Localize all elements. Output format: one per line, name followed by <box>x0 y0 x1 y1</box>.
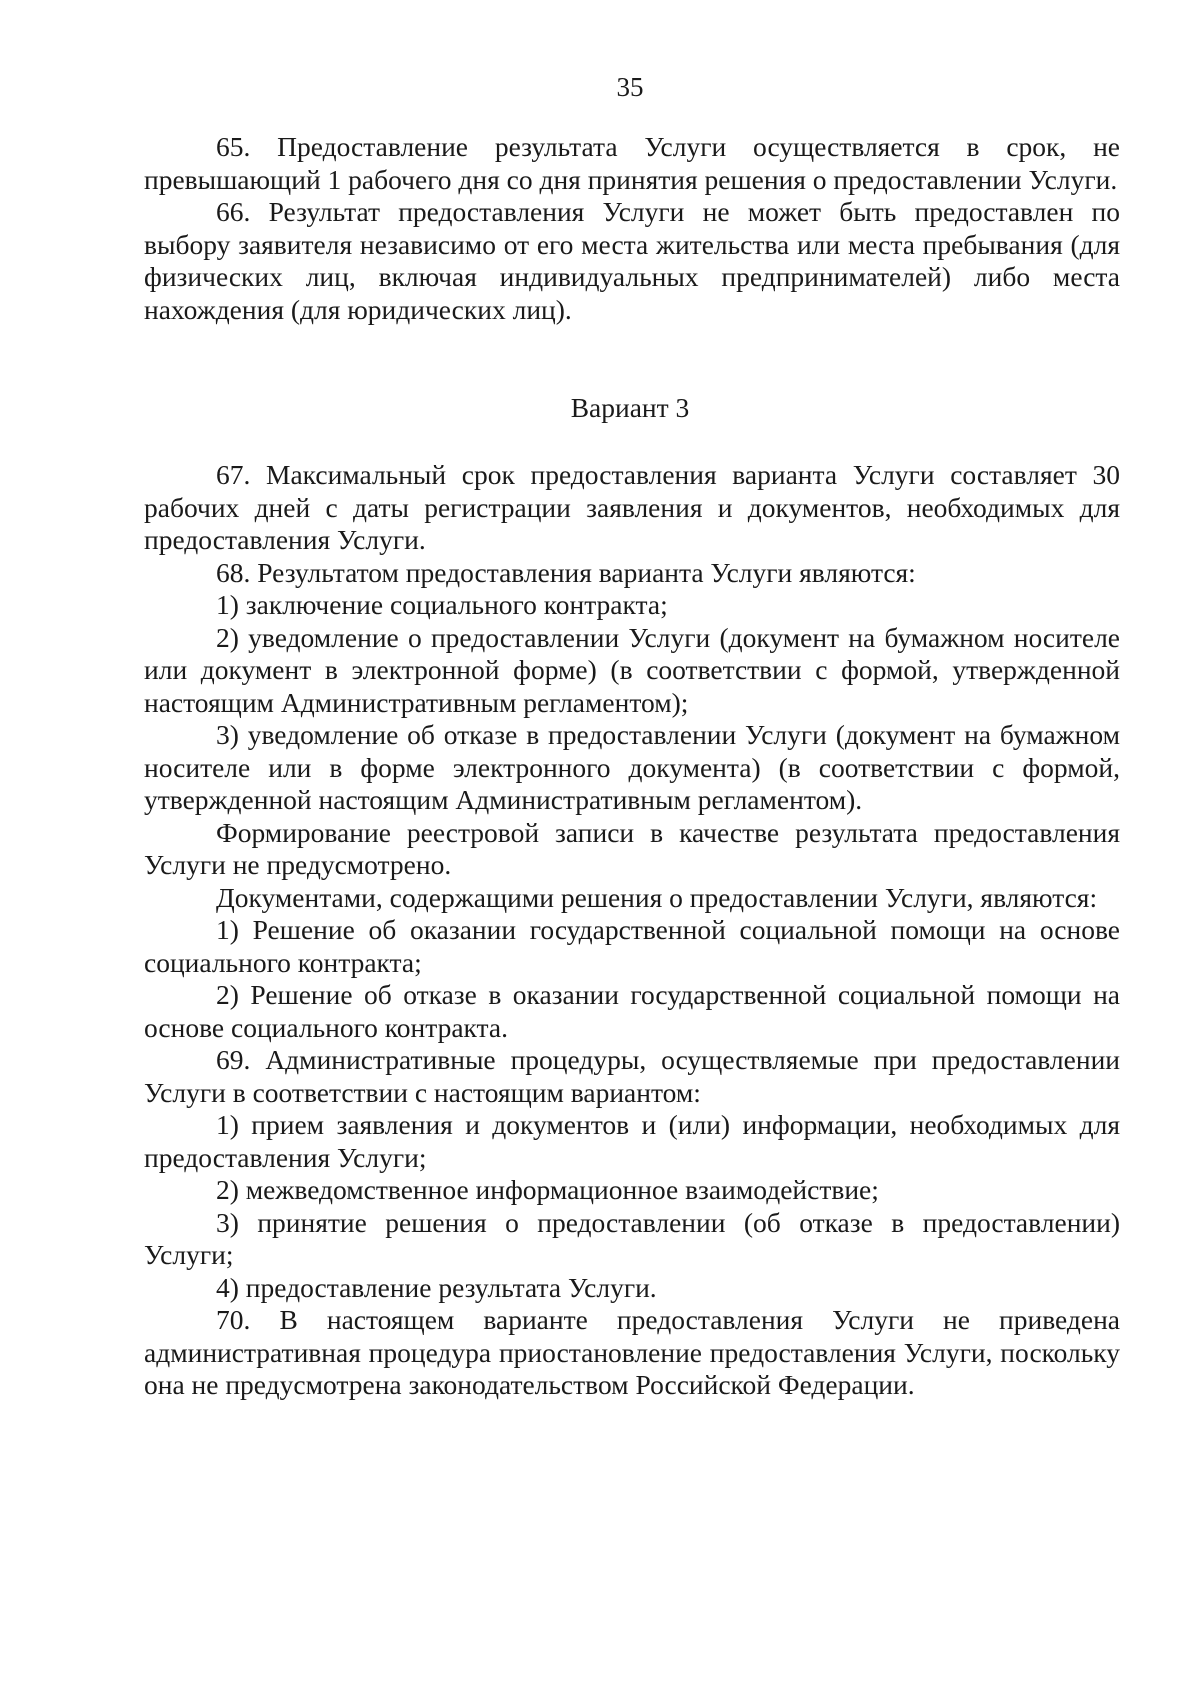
page-number: 35 <box>616 72 644 102</box>
paragraph-66: 66. Результат предоставления Услуги не может быть предоставлен по выбору заявителя независимо от его места жительства или места пребывания (для физических лиц, включая индивидуальных предпринимателей) либо места нахождения (для юридических лиц). <box>144 196 1120 325</box>
list-item: 2) Решение об отказе в оказании государственной социальной помощи на основе социального контракта. <box>144 979 1120 1043</box>
list-item: 1) прием заявления и документов и (или) информации, необходимых для предоставления Услуги; <box>144 1109 1120 1173</box>
paragraph-67: 67. Максимальный срок предоставления варианта Услуги составляет 30 рабочих дней с даты регистрации заявления и документов, необходимых для предоставления Услуги. <box>144 459 1120 555</box>
list-item: 3) уведомление об отказе в предоставлении Услуги (документ на бумажном носителе или в форме электронного документа) (в соответствии с формой, утвержденной настоящим Административным регламентом). <box>144 719 1120 815</box>
paragraph-registry: Формирование реестровой записи в качестве результата предоставления Услуги не предусмотрено. <box>144 816 1120 880</box>
list-item: 2) межведомственное информационное взаимодействие; <box>216 1174 879 1205</box>
paragraph-65: 65. Предоставление результата Услуги осуществляется в срок, не превышающий 1 рабочего дня со дня принятия решения о предоставлении Услуги. <box>144 131 1120 195</box>
paragraph-documents: Документами, содержащими решения о предоставлении Услуги, являются: <box>216 881 1098 913</box>
list-item: 1) Решение об оказании государственной социальной помощи на основе социального контракта; <box>144 914 1120 978</box>
list-item: 3) принятие решения о предоставлении (об отказе в предоставлении) Услуги; <box>144 1206 1120 1270</box>
main-text-block <box>144 459 1120 1402</box>
paragraph-70: 70. В настоящем варианте предоставления Услуги не приведена административная процедура приостановление предоставления Услуги, поскольку она не предусмотрена законодательством Российской Федерации. <box>144 1304 1120 1400</box>
list-item: 1) заключение социального контракта; <box>216 589 668 620</box>
paragraph-68: 68. Результатом предоставления варианта Услуги являются: <box>216 556 916 588</box>
list-item: 4) предоставление результата Услуги. <box>216 1271 657 1303</box>
list-item: 2) уведомление о предоставлении Услуги (документ на бумажном носителе или документ в электронной форме) (в соответствии с формой, утвержденной настоящим Административным регламентом); <box>144 621 1120 718</box>
section-heading: Вариант 3 <box>570 392 690 423</box>
paragraph-69: 69. Административные процедуры, осуществляемые при предоставлении Услуги в соответствии с настоящим вариантом: <box>144 1044 1120 1108</box>
top-text-block <box>144 131 1120 326</box>
